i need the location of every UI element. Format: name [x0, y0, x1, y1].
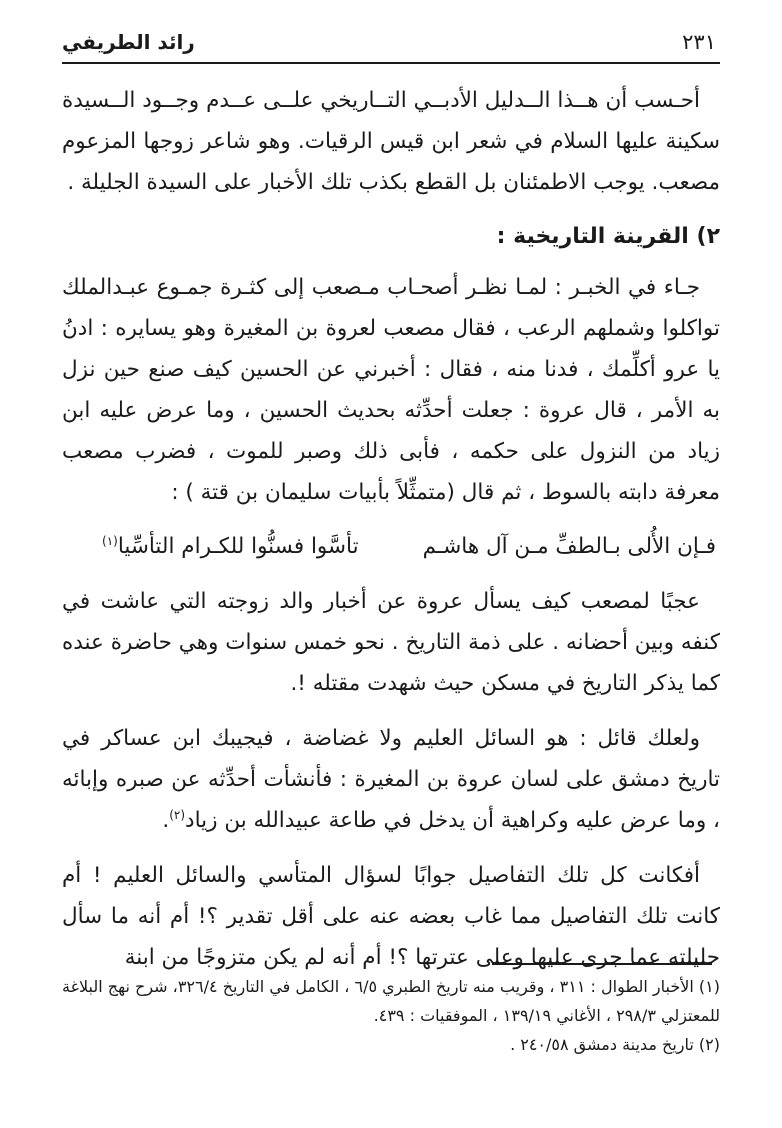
paragraph-3: عجبًا لمصعب كيف يسأل عروة عن أخبار والد زوجته التي عاشت في كنفه وبين أحضانه . على ذمة التاريخ . نحو خمس سنوات وهي حاضرة عنده كما يذكر التاريخ في مسكن حيث شهدت مقتله !.	[62, 589, 720, 696]
footnote-ref-1: (١)	[102, 533, 118, 548]
footnote-1: (١) الأخبار الطوال : ٣١١ ، وقريب منه تاريخ الطبري ٦/٥ ، الكامل في التاريخ ٣٢٦/٤، شرح نهج البلاغة للمعتزلي ٢٩٨/٣ ، الأغاني ١٣٩/١٩ ، الموفقيات : ٤٣٩.	[62, 977, 720, 1025]
paragraph-5: أفكانت كل تلك التفاصيل جوابًا لسؤال المتأسي والسائل العليم ! أم كانت تلك التفاصيل مما غاب بعضه عنه على أقل تقدير ؟! أم أنه ما سأل حليلته عما جرى عليها وعلى عترتها ؟! أم أنه لم يكن متزوجًا من ابنة	[62, 863, 720, 970]
page-header	[62, 28, 720, 64]
page-body	[62, 80, 720, 992]
footnote-divider	[492, 963, 712, 965]
book-page	[62, 0, 720, 1128]
paragraph-2: جـاء في الخبـر : لمـا نظـر أصحـاب مـصعب إلى كثـرة جمـوع عبـدالملك تواكلوا وشملهم الرعب ، فقال مصعب لعروة بن المغيرة وهو يسايره : ادنُ يا عرو أكلِّمك ، فدنا منه ، فقال : أخبرني عن الحسين كيف صنع حين نزل به الأمر ، قال عروة : جعلت أحدِّثه بحديث الحسين ، وما عرض عليه ابن زياد من النزول على حكمه ، فأبى ذلك وصبر للموت ، فضرب مصعب معرفة دابته بالسوط ، ثم قال (متمثِّلاً بأبيات سليمان بن قتة ) :	[62, 275, 720, 505]
verse-first-hemistich: فـإن الأُلى بـالطفِّ مـن آل هاشـم	[422, 534, 716, 559]
book-title: رائد الطريفي	[62, 30, 195, 54]
footnotes	[62, 972, 720, 1059]
paragraph-1: أحـسب أن هــذا الــدليل الأدبــي التــاريخي علــى عــدم وجــود الــسيدة سكينة عليها السلام في شعر ابن قيس الرقيات. وهو شاعر زوجها المزعوم مصعب. يوجب الاطمئنان بل القطع بكذب تلك الأخبار على السيدة الجليلة .	[62, 88, 720, 195]
paragraph-4	[62, 718, 720, 841]
footnote-2: (٢) تاريخ مدينة دمشق ٢٤٠/٥٨ .	[510, 1035, 720, 1054]
poem-verse	[62, 527, 720, 567]
section-heading: ٢) القرينة التاريخية :	[496, 224, 720, 249]
paragraph-4-text: ولعلك قائل : هو السائل العليم ولا غضاضة ، فيجيبك ابن عساكر في تاريخ دمشق على لسان عروة بن المغيرة : فأنشأت أحدِّثه عن صبره وإبائه ، وما عرض عليه وكراهية أن يدخل في طاعة عبيدالله بن زياد	[62, 726, 720, 833]
page-number: ٢٣١	[682, 30, 716, 54]
verse-second-hemistich	[102, 527, 359, 567]
paragraph-4-end: .	[162, 808, 170, 833]
verse-second-text: تأسَّوا فسنُّوا للكـرام التأسِّيا	[117, 534, 359, 559]
footnote-ref-2: (٢)	[169, 807, 186, 822]
